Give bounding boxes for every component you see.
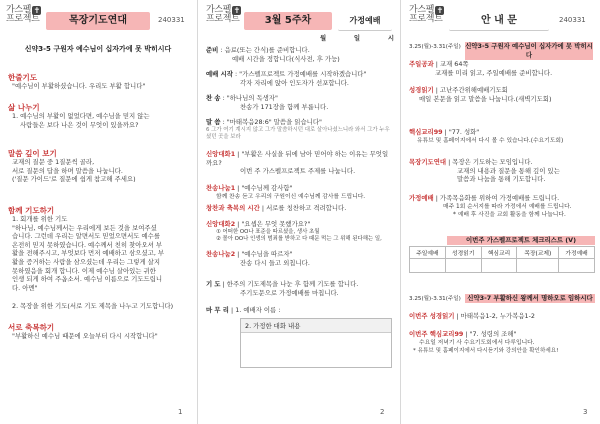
item-label: 이번주 성경읽기 [409,312,455,320]
cross-icon: ✝ [436,6,443,15]
page-title: 목장기도연대 [46,12,150,30]
prayer-line: 습니다. 그런데 우리는 알면서도 믿었으면서도 예수를 [12,232,161,241]
item-text: 고난주간위해예배기도회 [439,86,508,94]
item-sub: 매주 1회 순서지를 따라 가정에서 예배를 드립니다. [443,203,572,210]
checklist-table [409,246,595,273]
row-text: 음료(또는 간식)를 준비합니다. [224,46,310,54]
week-tag: 3.25(월)-3.31(주일) [409,296,461,302]
page-number: 2 [380,408,385,416]
order-row: 기 도 | 한주의 기도제목을 나눈 후 함께 기도를 합니다. 주기도문으로 가정예배를 마칩니다. [206,280,394,297]
prayer-line: 1. 회개를 위한 기도 [12,215,68,223]
row-sub: ① 어떠한 OO나 표준을 따르셨을, 생사 초월 [216,228,320,235]
row-text: "하나님의 독생자" [226,94,278,102]
blessing-heading: 서로 축복하기 [8,323,55,332]
row-sub: 각자 자리에 앉아 인도자가 선포합니다. [240,78,349,87]
item-label: 목장기도연대 [409,158,447,166]
brand-line1: 가스펠 [206,5,232,15]
sharing-line: 1. 예수님의 부활이 없었다면, 예수님을 믿지 않는 [12,112,150,120]
checklist-cell[interactable] [559,259,595,273]
item-text: "7. 성령의 조해" [469,330,517,338]
next-item: 이번주 성경읽기 | 마태복음1-2, 누가복음1-2 [409,312,535,320]
row-sub: 잔송 다시 들고 외칩니다. [240,258,310,267]
item-label: 성경읽기 [409,86,434,94]
row-text: "가스펠프로젝트 가정예배를 시작하겠습니다" [239,70,367,78]
row-text: "예수님을 따르자" [241,250,293,258]
brand-logo [6,6,41,24]
row-label: 찬송나눔1 [206,184,236,192]
passage-title: 신약3-5 구원자 예수님이 십자가에 못 박히시다 [24,45,172,53]
row-text: "예수님께 감사함" [241,184,293,192]
notice-item: 주일공과 | 교재 64쪽 교재를 미리 읽고, 주일예배를 준비합니다. [409,60,597,77]
row-text: "요셉은 무엇 못했가요?" [241,220,311,228]
order-row: 창찬과 축복의 시간 | 서로를 칭찬하고 격려합니다. [206,204,347,212]
order-row: 예배 시작 : "가스펠프로젝트 가정예배를 시작하겠습니다" 각자 자리에 앉아 인도자가 선포합니다. [206,70,394,87]
item-text: 목장은 기도하는 모임입니다. [452,158,533,166]
row-label: 말 씀 [206,118,221,126]
item-text: 가족목음화를 위하여 가정예배를 드립니다. [439,194,560,202]
item-sub: 수요일 저녁기 사 수요기도회에서 다루입니다. [419,339,535,346]
order-row: 찬송나눔2 | "예수님을 따르자" 잔송 다시 들고 외칩니다. [206,250,394,267]
row-label: 신앙대화2 [206,220,236,228]
order-row: 신앙대화1 | "부활은 사실을 뒤에 남아 믿어야 하는 이유는 무엇일까요? 이번 주 가스펠프로젝트 주제를 나눕니다. [206,150,394,176]
page-divider [197,0,198,424]
notice-item: 가정예배 | 가족목음화를 위하여 가정예배를 드립니다. 매주 1회 순서지를 따라 가정에서 예배를 드립니다. * 예배 후 사진을 교회 활동을 함께 나눕니다. [409,194,597,220]
word-line: 서로 질문의 답을 하며 말씀을 나눕니다. [12,166,123,175]
row-sub: ② 몰아 OO나 인생의 범죄를 받하고 다 때문 먹는 그 위해 된다해는 일, [216,235,382,242]
checklist-header: 성경읽기 [445,247,481,259]
cross-icon: ✝ [33,6,40,15]
checklist-title: 이번주 가스펠프로젝트 체크리스트 (V) [447,236,595,245]
row-sub: 찬송가 171장을 함께 부릅니다. [240,102,329,111]
row-label: 신앙대화1 [206,150,236,158]
hour-label: 시 [387,34,394,42]
prayer-line: 인생 되게 하여 주옵소서. 예수님 이름으로 기도드립니 [12,275,163,284]
word-text [12,158,136,184]
row-text: 1. 예배자 이름 : [235,306,281,314]
sharing-text [12,112,150,129]
prayer-line: 온전히 믿지 못하였습니다. 예수께서 친히 찾아오셔 부 [12,240,163,249]
notice-item: 성경읽기 | 고난주간위해예배기도회 매일 본문을 읽고 말씀을 나눕니다.(새벽기도회) [409,86,597,103]
order-row: 찬송나눔1 | "예수님께 감사함" 함께 찬송 듣고 우리의 구원이신 예수님께 감사를 드립니다. [206,184,394,201]
prayer-extra: 2. 목장을 위한 기도(서로 기도 제목을 나누고 기도합니다) [12,302,174,310]
page-1 [0,0,195,424]
item-sub: * 예배 후 사진을 교회 활동을 함께 나눕니다. [453,212,566,219]
item-sub: 교재의 내용과 질문을 통해 깊이 있는 [457,166,560,175]
brand-line1: 가스펠 [6,5,32,15]
week-passage-bar: 신약3-5 구원자 예수님이 십자가에 못 박히시다 [465,42,593,59]
brand-line2: 프로젝트 [409,14,443,24]
prayer-heading: 함께 기도하기 [8,206,55,215]
item-text: 교재 64쪽 [439,60,469,68]
day-label: 일 [353,34,361,42]
cross-icon: ✝ [233,6,240,15]
date-fill-row [320,34,394,43]
item-sub: 말씀과 나눔을 통해 기도합니다. [457,175,546,184]
brand-logo [409,6,444,24]
word-line: ('질문 가이드'로 질문에 쉽게 참고해 주세요) [12,175,136,184]
page-number: 3 [583,408,588,416]
item-sub: 교재를 미리 읽고, 주일예배를 준비합니다. [435,68,553,77]
week-title: 3월 5주차 [244,12,332,30]
row-sub: 예배 시간을 정합니다(식사전, 후 가능) [232,54,340,63]
brand-logo [206,6,241,24]
header-date: 240331 [559,16,586,24]
header-date: 240331 [158,16,185,24]
page-divider [400,0,401,424]
notice-item: 핵심교리99 | "77. 성화" 유튜브 및 홈페이지에서 다시 볼 수 있습니다.(수요기도회) [409,128,597,145]
brand-line2: 프로젝트 [206,14,240,24]
row-label: 찬송나눔2 [206,250,236,258]
row-sub: 6 그가 여기 계시지 않고 그가 말씀하시던 대로 살아나셨느니라 와서 그가 누우셨던 곳을 보라 [206,126,390,140]
opening-prayer-heading: 한줄기도 [8,73,37,82]
item-label: 가정예배 [409,194,434,202]
week-tag: 3.25(월)-3.31(주일) [409,44,461,50]
sharing-line: 사람들은 보다 나은 것이 무엇이 있을까요? [20,120,139,129]
word-heading: 말씀 깊이 보기 [8,149,57,158]
order-row: 마 무 리 | 1. 예배자 이름 : [206,306,281,314]
checklist-cell[interactable] [517,259,559,273]
row-sub: 주기도문으로 가정예배를 마칩니다. [240,288,339,297]
item-text: 마태복음1-2, 누가복음1-2 [460,312,535,320]
next-item: 이번주 핵심교리99 | "7. 성령의 조해" 수요일 저녁기 사 수요기도회에서 다루입니다. * 유튜브 및 홈페이지에서 다시듣기와 강의안을 확인하세요! [409,330,597,356]
blessing-text: "부활하신 예수님 때문에 오늘부터 다시 시작합니다" [12,332,158,340]
row-label: 예배 시작 [206,70,233,78]
prayer-line: "하나님, 예수님께서는 우리에게 보든 것을 보여주셨 [12,223,157,232]
order-row: 찬 송 : "하나님의 독생자" 찬송가 171장을 함께 부릅니다. [206,94,394,111]
row-text: 한주의 기도제목을 나눈 후 함께 기도를 합니다. [226,280,359,288]
checklist-header: 주일예배 [410,247,446,259]
order-row: 준비 : 음료(또는 간식)를 준비합니다. 예배 시간을 정합니다(식사전, 후 가능) [206,46,394,63]
word-line: 교재의 질문 중 1질문씩 골라, [12,158,95,166]
brand-line1: 가스펠 [409,5,435,15]
conversation-notes-box[interactable] [240,318,392,368]
order-row: 신앙대화2 | "요셉은 무엇 못했가요?" ① 어떠한 OO나 표준을 따르셨을, 생사 초월 ② 몰아 OO나 인생의 범죄를 받하고 다 때문 먹는 그 위해 된다해는 일, [206,220,394,243]
checklist-header: 목장(교제) [517,247,559,259]
checklist-cell[interactable] [481,259,517,273]
item-sub: 매일 본문을 읽고 말씀을 나눕니다.(새벽기도회) [419,94,552,103]
order-row: 말 씀 : "마태복음28:6" 말씀을 읽습니다" 6 그가 여기 계시지 않고 그가 말씀하시던 대로 살아나셨느니라 와서 그가 누우셨던 곳을 보라 [206,118,394,141]
notice-title: 안 내 문 [449,12,549,31]
prayer-line: 활을 전해주시고, 부엇보다 먼저 예배하고 삼으셨고, 부 [12,249,165,258]
worship-title: 가정예배 [338,12,392,31]
item-sub: * 유튜브 및 홈페이지에서 다시듣기와 강의안을 확인하세요! [413,348,559,355]
item-sub: 유튜브 및 홈페이지에서 다시 볼 수 있습니다.(수요기도회) [417,137,564,144]
notice-item: 목장기도연대 | 목장은 기도하는 모임입니다. 교재의 내용과 질문을 통해 깊이 있는 말씀과 나눔을 통해 기도합니다. [409,158,597,184]
row-text: "부활은 사실을 뒤에 남아 믿어야 하는 이유는 무엇일까요? [206,150,389,167]
item-label: 이번주 핵심교리99 [409,330,464,338]
row-label: 창찬과 축복의 시간 [206,204,260,212]
item-label: 핵심교리99 [409,128,443,136]
prayer-line: 다. 아멘" [12,283,38,292]
next-passage-bar: 신약3-7 부활하신 왕께서 명하오로 임하시다 [465,294,595,303]
row-text: 서로를 칭찬하고 격려합니다. [266,204,347,212]
checklist-header: 가정예배 [559,247,595,259]
row-text: "마태복음28:6" 말씀을 읽습니다" [226,118,322,126]
prayer-line: 못하였음을 회개 합니다. 이제 예수님 살아있는 귀한 [12,266,156,275]
checklist-cell[interactable] [410,259,446,273]
row-label: 찬 송 [206,94,221,102]
row-label: 준비 [206,46,219,54]
row-label: 마 무 리 [206,306,229,314]
row-sub: 이번 주 가스펠프로젝트 주제를 나눕니다. [240,167,356,176]
row-sub: 함께 찬송 듣고 우리의 구원이신 예수님께 감사를 드립니다. [216,193,366,200]
prayer-text [12,215,192,292]
checklist-header: 핵심교리 [481,247,517,259]
checklist-cell[interactable] [445,259,481,273]
row-label: 기 도 [206,280,221,288]
prayer-line: 활을 증거하는 사람을 삼으셨는데 우리는 그렇게 살지 [12,257,161,266]
opening-prayer-text: "예수님이 부활하셨습니다. 우리도 부활 합니다" [12,82,146,90]
item-label: 주일공과 [409,60,434,68]
month-label: 월 [320,34,327,42]
item-text: "77. 성화" [448,128,480,136]
page-number: 1 [178,408,183,416]
page-2 [200,0,398,424]
brand-line2: 프로젝트 [6,14,40,24]
page-3 [403,0,600,424]
notes-label: 2. 가정한 대화 내용 [241,319,391,333]
sharing-heading: 삶 나누기 [8,103,40,112]
